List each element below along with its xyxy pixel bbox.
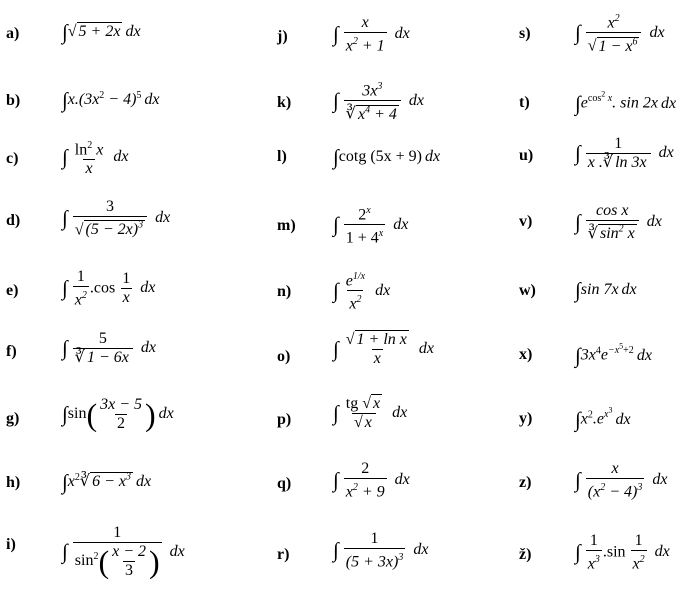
label-d: d) [6, 212, 21, 229]
label-w: w) [519, 282, 536, 299]
integral-b: $\int x.(3x^2 - 4)^5$ dx [62, 88, 160, 112]
label-a: a) [6, 25, 20, 42]
label-y: y) [519, 410, 533, 427]
integral-d: ∫ $\frac{3}{√ (5 - 2x)^3}$ dx [62, 198, 171, 239]
integral-y: $\int x^2.e^{x^3}dx$ [575, 406, 631, 432]
label-c: c) [6, 150, 19, 167]
integral-r: ∫ $\frac{1}{(5 + 3x)^3}$ dx [333, 530, 429, 571]
label-b: b) [6, 92, 21, 109]
label-p: p) [277, 411, 292, 428]
label-v: v) [519, 213, 533, 230]
integral-u: ∫ $\frac{1}{x .∛ \ln 3x}$ dx [575, 135, 674, 171]
integral-i: ∫ 1 $\sin^2$( $\frac{x - 2}{3}$ ) dx [62, 524, 185, 580]
label-x: x) [519, 346, 533, 363]
label-e: e) [6, 282, 19, 299]
label-f: f) [6, 343, 17, 360]
integral-e: ∫ $\frac{1}{x^2}$ .cos $\frac{1}{x}$ dx [62, 268, 156, 309]
label-j: j) [277, 28, 288, 45]
label-u: u) [519, 147, 534, 164]
integral-h: $\int x^2∛$ $6 - x^3$ dx [62, 470, 152, 494]
label-z: z) [519, 474, 532, 491]
label-k: k) [277, 94, 292, 111]
integral-k: ∫ $\frac{3x^3}{∛ x^4 + 4}$ dx [333, 81, 424, 123]
integral-t: $\int e^{cos^2 x}$. sin 2x dx [575, 90, 677, 116]
label-r: r) [277, 546, 290, 563]
integral-w: ∫sin 7x dx [575, 278, 637, 302]
integral-m: ∫ $\frac{2^x}{1 + 4^x}$ dx [333, 205, 409, 247]
integral-v: ∫ $\frac{\text{cos x}}{∛ \sin^2 x}$ dx [575, 202, 662, 243]
integral-j: ∫ $\frac{x}{x^2 + 1}$ dx [333, 14, 410, 55]
integral-s: ∫ $\frac{x^2}{√ 1 - x^6}$ dx [575, 13, 665, 55]
integral-x: $\int 3x^4e^{-x^5+2}$ dx [575, 342, 652, 368]
label-s: s) [519, 25, 531, 42]
integral-p: ∫ $\frac{tg √ x}{√ x}$ dx [333, 395, 408, 431]
label-o: o) [277, 348, 291, 365]
integral-zcaron: ∫ $\frac{1}{x^3}$ .sin $\frac{1}{x^2}$ dx [575, 532, 670, 573]
label-t: t) [519, 94, 530, 111]
label-zcaron: ž) [519, 546, 532, 563]
label-h: h) [6, 474, 21, 491]
integral-a: ∫√ 5 + 2x dx [62, 20, 141, 44]
label-m: m) [277, 217, 296, 234]
label-n: n) [277, 283, 292, 300]
integral-c: ∫ $\frac{\ln^2 x}{x}$ dx [62, 140, 129, 178]
label-g: g) [6, 410, 20, 427]
label-q: q) [277, 475, 292, 492]
integral-n: ∫ $\frac{e^{1/x}}{x^2}$ dx [333, 271, 391, 313]
integral-f: ∫ $\frac{5}{∛ 1 - 6x}$ dx [62, 330, 156, 366]
label-i: i) [6, 536, 16, 553]
label-l: l) [277, 148, 287, 165]
integral-q: ∫ $\frac{2}{x^2 + 9}$ dx [333, 460, 410, 501]
integral-o: ∫ $\frac{\text{√ 1 + ln x}}{x}$ dx [333, 331, 434, 367]
integral-z: ∫ $\frac{x}{(x^2 - 4)^3}$ dx [575, 460, 668, 501]
integral-g: ∫sin( $\frac{3x - 5}{2}$ ) dx [62, 396, 174, 433]
integral-l: ∫cotg (5x + 9) dx [333, 145, 441, 169]
